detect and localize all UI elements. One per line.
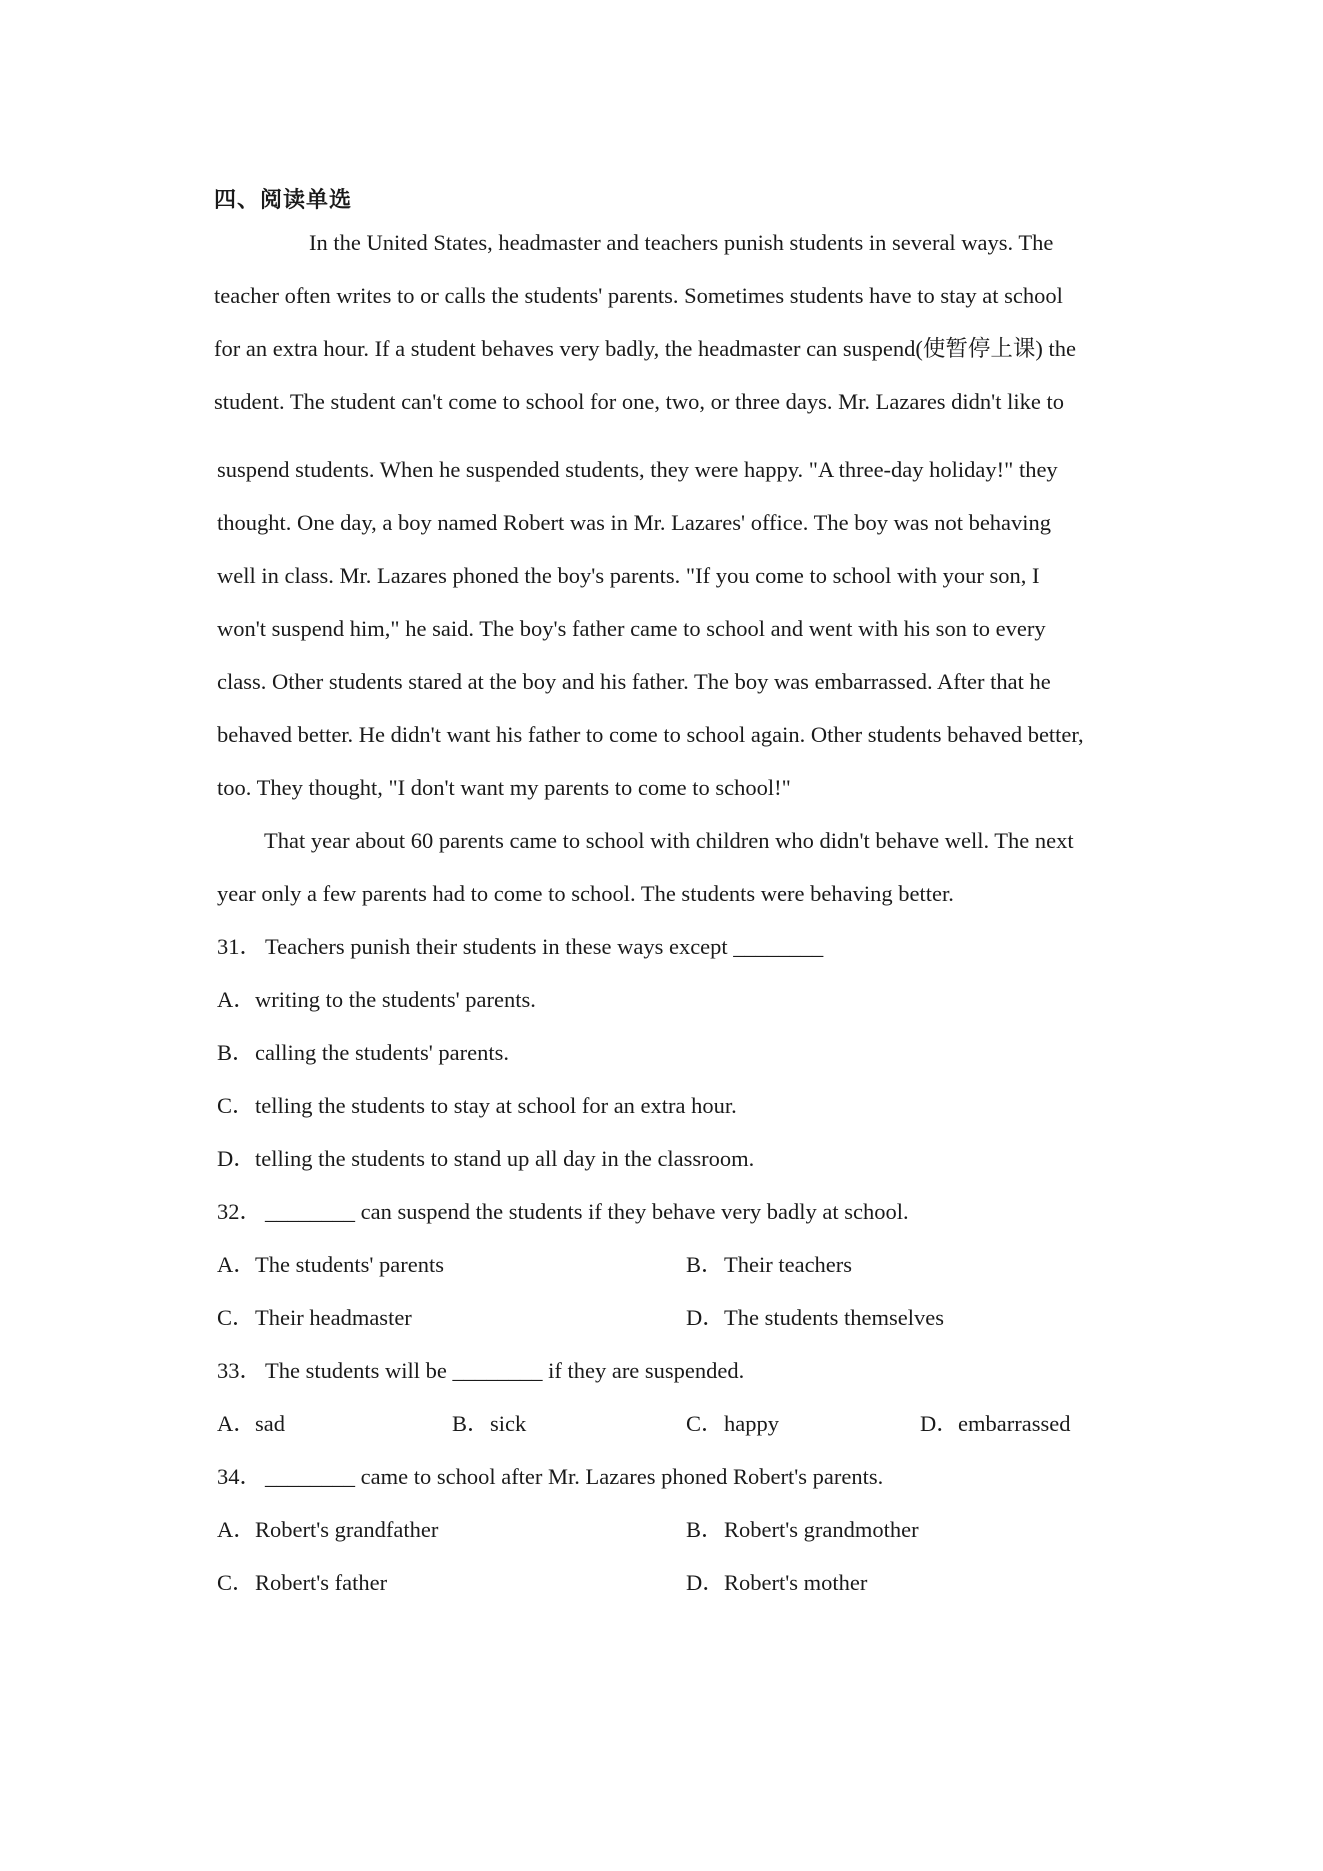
option-text: Robert's grandmother — [724, 1517, 919, 1542]
question-stem: The students will be ________ if they are suspended. — [265, 1358, 745, 1383]
option-letter: D． — [686, 1570, 725, 1595]
option-33-a[interactable] — [217, 1409, 285, 1439]
option-31-c[interactable] — [217, 1091, 737, 1121]
option-letter: A． — [217, 1411, 256, 1436]
option-letter: C． — [686, 1411, 724, 1436]
option-33-d[interactable] — [920, 1409, 1070, 1439]
passage-line: teacher often writes to or calls the students' parents. Sometimes students have to stay at school — [214, 283, 1063, 308]
passage-line: That year about 60 parents came to school with children who didn't behave well. The next — [264, 828, 1074, 853]
option-text: Their teachers — [724, 1252, 853, 1277]
question-number: 33． — [217, 1358, 263, 1383]
option-31-d[interactable] — [217, 1144, 754, 1174]
option-letter: B． — [217, 1040, 255, 1065]
option-34-c[interactable] — [217, 1568, 387, 1598]
question-number: 32． — [217, 1199, 263, 1224]
option-34-d[interactable] — [686, 1568, 867, 1598]
option-letter: C． — [217, 1570, 255, 1595]
question-33 — [217, 1356, 744, 1386]
option-letter: B． — [686, 1517, 724, 1542]
option-34-b[interactable] — [686, 1515, 919, 1545]
option-letter: A． — [217, 1252, 256, 1277]
question-stem: ________ can suspend the students if they behave very badly at school. — [265, 1199, 909, 1224]
option-32-d[interactable] — [686, 1303, 944, 1333]
option-text: writing to the students' parents. — [255, 987, 536, 1012]
option-letter: C． — [217, 1093, 255, 1118]
option-letter: B． — [452, 1411, 490, 1436]
option-text: telling the students to stand up all day in the classroom. — [255, 1146, 755, 1171]
option-text: sick — [490, 1411, 527, 1436]
option-text: Robert's mother — [724, 1570, 868, 1595]
option-text: Robert's grandfather — [255, 1517, 439, 1542]
option-letter: C． — [217, 1305, 255, 1330]
option-32-a[interactable] — [217, 1250, 444, 1280]
passage-line: behaved better. He didn't want his father to come to school again. Other students behaved better, — [217, 722, 1084, 747]
option-text: happy — [724, 1411, 779, 1436]
question-32 — [217, 1197, 909, 1227]
option-33-c[interactable] — [686, 1409, 779, 1439]
option-32-b[interactable] — [686, 1250, 852, 1280]
option-letter: A． — [217, 987, 256, 1012]
option-letter: D． — [686, 1305, 725, 1330]
option-text: The students themselves — [724, 1305, 944, 1330]
passage-line: In the United States, headmaster and teachers punish students in several ways. The — [309, 230, 1054, 255]
passage-line: won't suspend him," he said. The boy's father came to school and went with his son to every — [217, 616, 1046, 641]
question-stem: ________ came to school after Mr. Lazares phoned Robert's parents. — [265, 1464, 884, 1489]
section-title: 四、阅读单选 — [214, 188, 353, 213]
option-text: Robert's father — [255, 1570, 388, 1595]
question-31 — [217, 932, 823, 962]
option-text: calling the students' parents. — [255, 1040, 509, 1065]
question-stem: Teachers punish their students in these ways except ________ — [265, 934, 824, 959]
passage-line: too. They thought, "I don't want my parents to come to school!" — [217, 775, 791, 800]
passage-line: suspend students. When he suspended students, they were happy. "A three-day holiday!" they — [217, 457, 1058, 482]
option-31-a[interactable] — [217, 985, 536, 1015]
option-31-b[interactable] — [217, 1038, 509, 1068]
passage-line: thought. One day, a boy named Robert was in Mr. Lazares' office. The boy was not behaving — [217, 510, 1052, 535]
option-text: telling the students to stay at school for an extra hour. — [255, 1093, 737, 1118]
passage-line: well in class. Mr. Lazares phoned the boy's parents. "If you come to school with your son, I — [217, 563, 1040, 588]
question-number: 31． — [217, 934, 263, 959]
passage-line: student. The student can't come to school for one, two, or three days. Mr. Lazares didn't like to — [214, 389, 1064, 414]
passage-line: class. Other students stared at the boy and his father. The boy was embarrassed. After that he — [217, 669, 1051, 694]
option-32-c[interactable] — [217, 1303, 412, 1333]
option-text: embarrassed — [958, 1411, 1071, 1436]
passage-line: for an extra hour. If a student behaves very badly, the headmaster can suspend(使暂停上课) the — [214, 336, 1077, 361]
question-34 — [217, 1462, 883, 1492]
option-33-b[interactable] — [452, 1409, 526, 1439]
option-letter: D． — [920, 1411, 959, 1436]
option-text: Their headmaster — [255, 1305, 412, 1330]
option-letter: D． — [217, 1146, 256, 1171]
question-number: 34． — [217, 1464, 263, 1489]
option-text: sad — [255, 1411, 285, 1436]
passage-line: year only a few parents had to come to school. The students were behaving better. — [217, 881, 954, 906]
option-letter: A． — [217, 1517, 256, 1542]
option-text: The students' parents — [255, 1252, 445, 1277]
option-letter: B． — [686, 1252, 724, 1277]
option-34-a[interactable] — [217, 1515, 438, 1545]
